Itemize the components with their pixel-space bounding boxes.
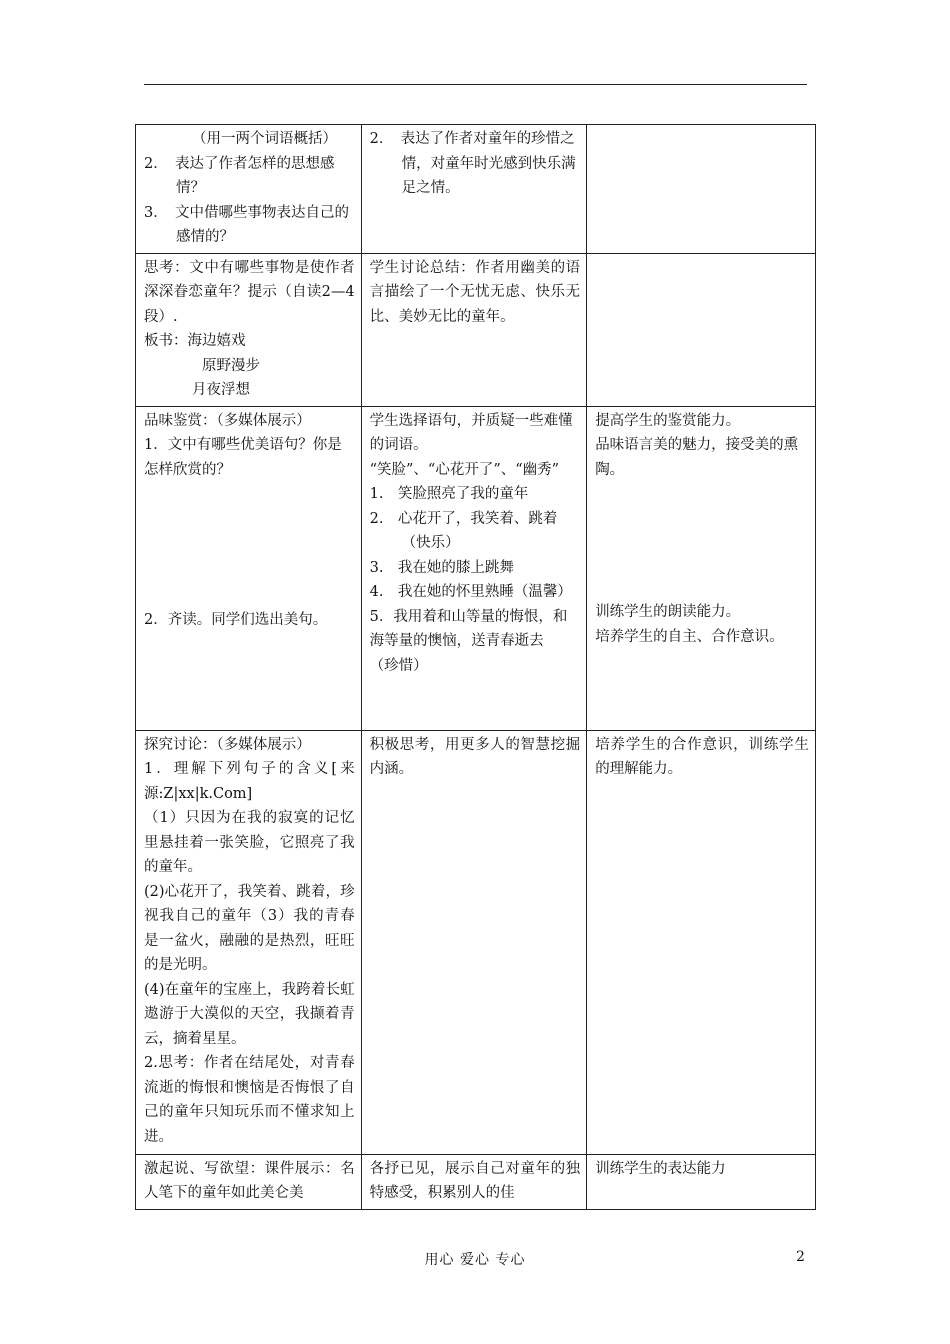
cell-student	[361, 253, 587, 406]
text-line: 学生选择语句，并质疑一些难懂的词语。	[369, 412, 573, 453]
text-line: 提高学生的鉴赏能力。	[595, 412, 741, 429]
text-line: 1. 笑脸照亮了我的童年	[369, 486, 529, 502]
table-row	[136, 125, 816, 254]
text-line: 积极思考，用更多人的智慧挖掘内涵。	[369, 736, 581, 777]
cell-purpose	[587, 253, 816, 406]
text-line: 3. 我在她的膝上跳舞	[369, 559, 514, 576]
text-line: 1．理解下列句子的含义[来源:Z|xx|k.Com]	[144, 761, 355, 802]
cell-purpose	[587, 125, 816, 254]
cell-student	[361, 406, 587, 730]
spacer	[144, 482, 355, 608]
text-line: 激起说、写欲望：课件展示：名人笔下的童年如此美仑美	[144, 1160, 355, 1201]
text-line: 2． 表达了作者怎样的思想感情？	[144, 155, 335, 196]
text-line: 各抒已见，展示自己对童年的独特感受，积累别人的佳	[369, 1160, 581, 1201]
text-line: (2)心花开了，我笑着、跳着，珍视我自己的童年（3）我的青春是一盆火，融融的是热烈，旺旺的是光明。	[144, 883, 355, 973]
text-line: 4. 我在她的怀里熟睡（温馨）	[369, 584, 572, 600]
table-row	[136, 406, 816, 730]
text-line: 原野漫步	[202, 357, 260, 374]
text-line: 月夜浮想	[192, 382, 250, 398]
text-line: 1．文中有哪些优美语句？你是怎样欣赏的？	[144, 437, 342, 478]
cell-student	[361, 730, 587, 1154]
text-line: 2．齐读。同学们选出美句。	[144, 612, 328, 628]
lesson-plan-table	[135, 124, 816, 1210]
text-line: 训练学生的表达能力	[595, 1160, 726, 1177]
text-line: 学生讨论总结：作者用幽美的语言描绘了一个无忧无虑、快乐无比、美妙无比的童年。	[369, 259, 581, 325]
cell-student	[361, 1154, 587, 1209]
spacer	[595, 482, 809, 600]
cell-activity	[136, 1154, 362, 1209]
table-row	[136, 730, 816, 1154]
cell-activity	[136, 125, 362, 254]
text-line: “笑脸”、“心花开了”、“幽秀”	[369, 461, 560, 478]
text-line: 3． 文中借哪些事物表达自己的感情的？	[144, 204, 349, 245]
text-line: (4)在童年的宝座上，我跨着长虹遨游于大漠似的天空，我撷着青云，摘着星星。	[144, 981, 355, 1047]
text-line: 5．我用着和山等量的悔恨，和海等量的懊恼，送青春逝去 （珍惜）	[369, 608, 573, 674]
text-line: 品味语言美的魅力，接受美的熏陶。	[595, 437, 799, 478]
header-rule	[144, 84, 807, 85]
text-line: 2． 表达了作者对童年的珍惜之情，对童年时光感到快乐满足之情。	[369, 131, 576, 196]
text-line: 2.思考：作者在结尾处，对青春流逝的悔恨和懊恼是否悔恨了自己的童年只知玩乐而不懂求知上进。	[144, 1055, 355, 1145]
text-line: （用一两个词语概括）	[192, 131, 337, 147]
table-row	[136, 1154, 816, 1209]
cell-purpose	[587, 730, 816, 1154]
text-line: 培养学生的合作意识，训练学生的理解能力。	[595, 736, 809, 777]
cell-purpose	[587, 1154, 816, 1209]
cell-purpose	[587, 406, 816, 730]
cell-student	[361, 125, 587, 254]
cell-activity	[136, 253, 362, 406]
text-line: 探究讨论：（多媒体展示）	[144, 736, 311, 753]
page-number: 2	[796, 1249, 805, 1265]
cell-activity	[136, 406, 362, 730]
text-line: 培养学生的自主、合作意识。	[595, 628, 784, 645]
table-row	[136, 253, 816, 406]
text-line: （1）只因为在我的寂寞的记忆里悬挂着一张笑脸，它照亮了我的童年。	[144, 810, 355, 875]
text-line: 思考：文中有哪些事物是使作者深深眷恋童年？提示（自读2—4段）.	[144, 259, 355, 325]
text-line: 2. 心花开了，我笑着、跳着（快乐）	[369, 510, 558, 551]
footer-motto: 用心 爱心 专心	[424, 1252, 526, 1268]
text-line: 品味鉴赏：（多媒体展示）	[144, 412, 311, 429]
cell-activity	[136, 730, 362, 1154]
text-line: 板书：海边嬉戏	[144, 333, 246, 349]
text-line: 训练学生的朗读能力。	[595, 604, 741, 620]
